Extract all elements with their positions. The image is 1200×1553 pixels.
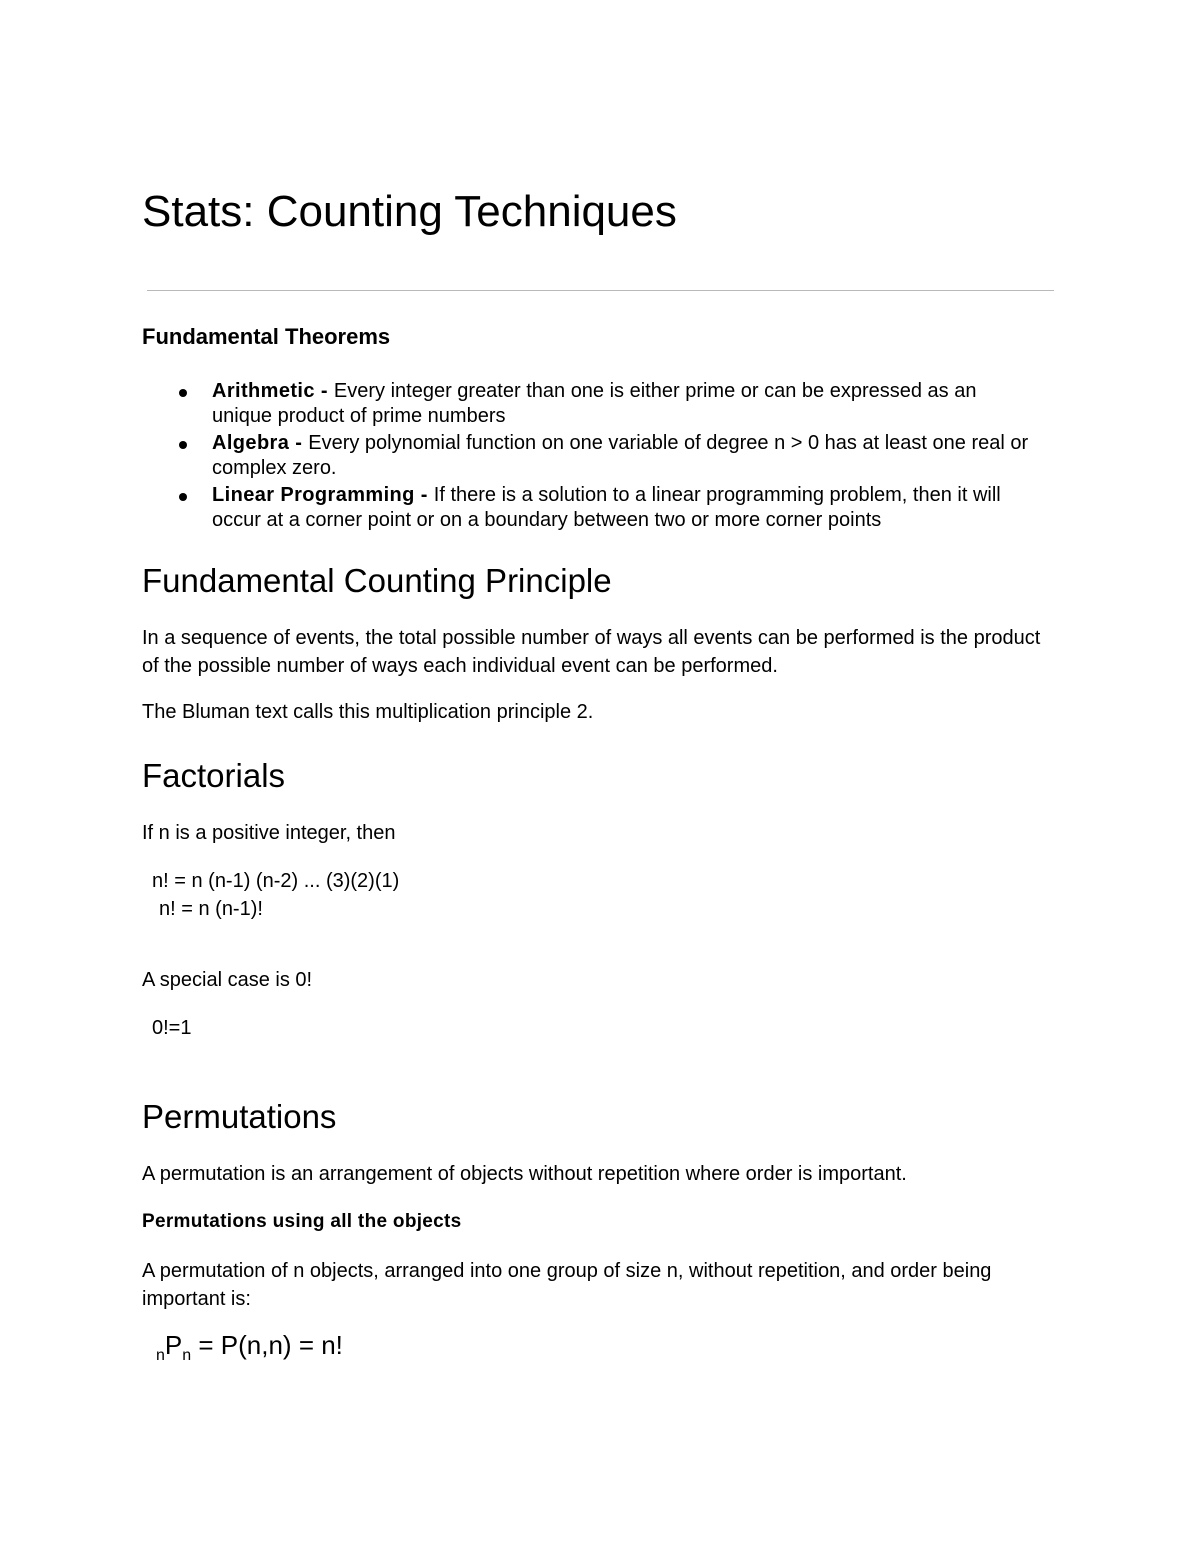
theorem-term: Linear Programming - [212,484,434,506]
list-item [178,379,1038,429]
formula-rest: = P(n,n) = n! [191,1330,343,1360]
theorem-text: Every integer greater than one is either prime or can be expressed as an unique product of prime numbers [212,380,977,427]
permutation-formula [156,1330,343,1364]
theorems-list [178,379,1038,535]
permutations-subheading: Permutations using all the objects [142,1211,462,1232]
list-item [178,483,1038,533]
counting-principle-paragraph: In a sequence of events, the total possible number of ways all events can be performed is the product of the possible number of ways each individual event can be performed. [142,627,1041,677]
counting-principle-heading: Fundamental Counting Principle [142,562,612,599]
bullet-icon [179,389,187,397]
formula-post-subscript: n [182,1347,192,1364]
theorem-term: Algebra - [212,432,309,454]
bluman-note: The Bluman text calls this multiplication principle 2. [142,701,594,723]
permutation-definition: A permutation is an arrangement of objects without repetition where order is important. [142,1163,907,1185]
special-case-text: A special case is 0! [142,969,313,991]
permutation-description: A permutation of n objects, arranged into one group of size n, without repetition, and order being important is: [142,1260,992,1310]
list-item [178,431,1038,481]
formula-pre-subscript: n [156,1347,165,1364]
zero-factorial: 0!=1 [152,1017,192,1039]
formula-p: P [164,1330,183,1360]
permutations-heading: Permutations [142,1098,337,1135]
factorial-formula-expanded: n! = n (n-1) (n-2) ... (3)(2)(1) [152,870,400,892]
bullet-icon [179,441,187,449]
theorem-text: If there is a solution to a linear programming problem, then it will occur at a corner point or on a boundary between two or more corner points [212,484,1001,531]
bullet-icon [179,493,187,501]
horizontal-divider [147,290,1054,291]
page-title: Stats: Counting Techniques [142,187,677,236]
factorials-heading: Factorials [142,757,286,794]
fundamental-theorems-heading: Fundamental Theorems [142,324,391,349]
theorem-text: Every polynomial function on one variable of degree n > 0 has at least one real or complex zero. [212,432,1029,479]
factorials-intro: If n is a positive integer, then [142,822,396,844]
factorial-formula-recursive: n! = n (n-1)! [159,898,263,920]
theorem-term: Arithmetic - [212,380,334,402]
